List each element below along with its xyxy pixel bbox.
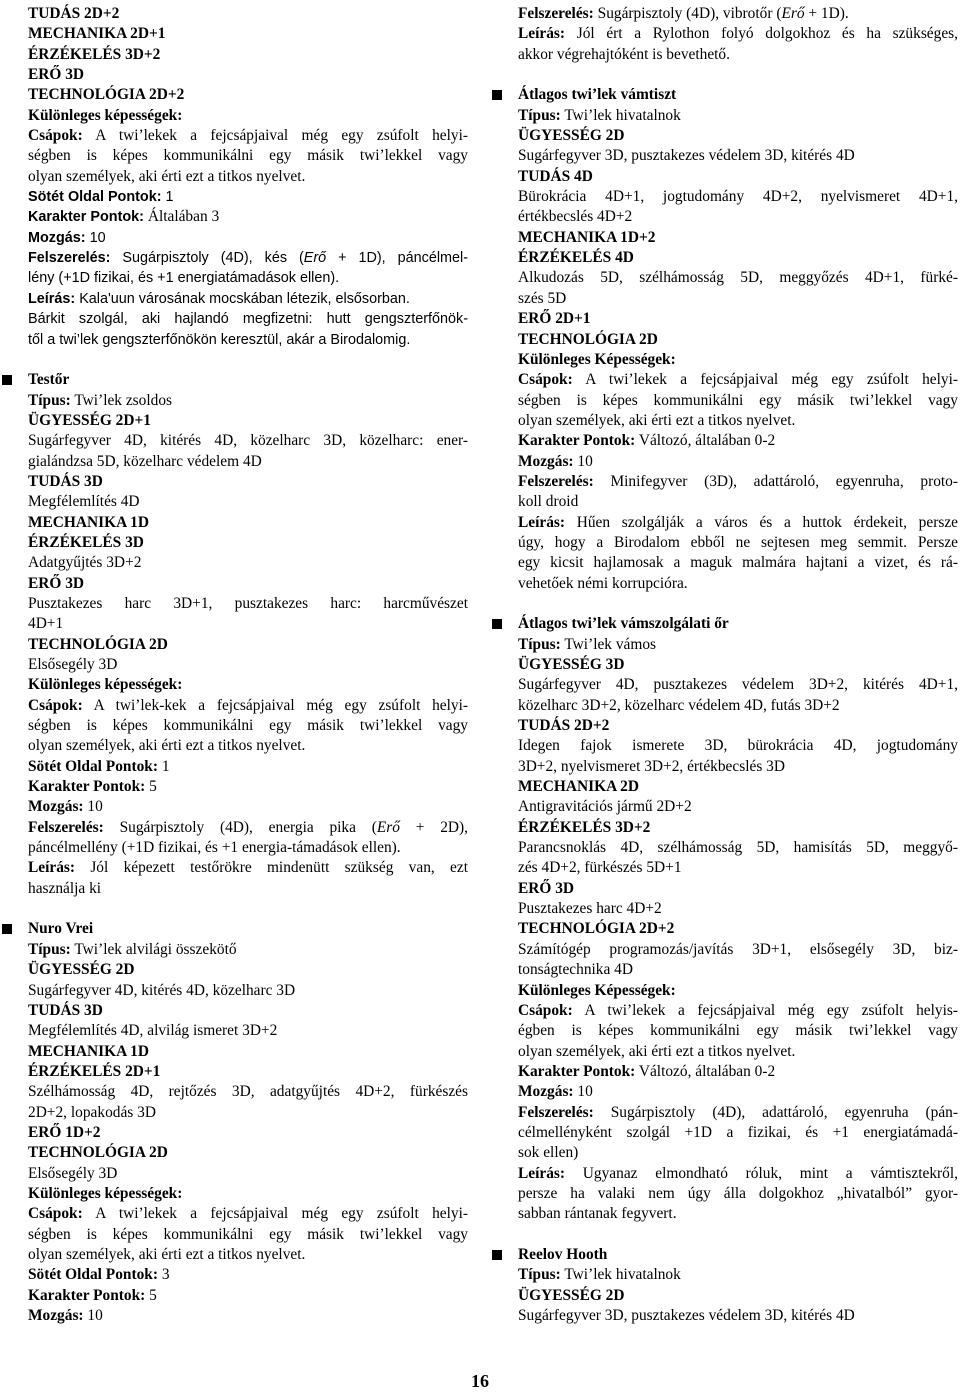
equipment-text-end: + 2D), (399, 818, 468, 836)
character-points-value: 5 (149, 1286, 157, 1304)
equipment-label: Felszerelés: (518, 472, 594, 490)
type-value: Twi’lek zsoldos (74, 391, 173, 409)
csapok-line: A twi’lekek a fejcsápjaival még egy zsúfolt helyi- (95, 1205, 468, 1223)
attribute-tudas: TUDÁS 3D (28, 1001, 103, 1019)
equipment-line-1 (518, 472, 958, 492)
equipment-line-2: koll droid (518, 493, 579, 511)
description-line-2: használja ki (28, 879, 102, 897)
equipment-line-3: sok ellen) (518, 1144, 579, 1162)
description-line-3: sabban rántanak fegyvert. (518, 1205, 677, 1223)
skills-line: Megfélemlítés 4D (28, 493, 140, 511)
entry-vamszolgalati-or (518, 614, 958, 1224)
description-line-2: persze ha valaki nem úgy álla dolgokhoz „hivatalból” gyor- (518, 1184, 958, 1202)
csapok-line-2: ségben is képes kommunikálni egy másik twi’lekkel vagy (28, 717, 468, 735)
skills-line: Elsősegély 3D (28, 656, 118, 673)
skills-line: Számítógép programozás/javítás 3D+1, elsősegély 3D, biz- (518, 940, 958, 958)
equipment-label: Felszerelés: (518, 1103, 594, 1121)
type-line (28, 391, 468, 411)
description-text: Ugyanaz elmondható róluk, mint a vámtisztekről, (582, 1164, 958, 1182)
special-abilities-heading: Különleges Képességek: (518, 350, 676, 368)
equipment-text: Sugárpisztoly (4D), energia pika ( (119, 818, 377, 836)
skills-line: gialándzsa 5D, közelharc védelem 4D (28, 452, 262, 470)
page-number: 16 (471, 1371, 489, 1391)
bullet-square-icon (492, 90, 502, 100)
type-label: Típus: (518, 106, 561, 124)
skills-line: zés 4D+2, fürkészés 5D+1 (518, 859, 682, 877)
type-line (518, 1265, 958, 1285)
description-line-3: egy kicsit hajlamosak a maguk malmára hajtani a vizet, és rá- (518, 554, 958, 572)
character-points (28, 777, 468, 797)
csapok-label: Csápok: (28, 696, 83, 714)
equipment-text: Sugárpisztoly (4D), adattároló, egyenruha (pán- (610, 1103, 958, 1121)
type-label: Típus: (518, 635, 561, 653)
attribute-technologia: TECHNOLÓGIA 2D (28, 1144, 168, 1162)
skills-line: 4D+1 (28, 615, 64, 633)
description-label: Leírás: (518, 25, 566, 43)
attribute-erzekeles: ÉRZÉKELÉS 2D+1 (28, 1062, 161, 1080)
skills-line: értékbecslés 4D+2 (518, 208, 633, 226)
description-line-1 (518, 1164, 958, 1184)
attribute-ugyesseg: ÜGYESSÉG 2D+1 (28, 411, 151, 429)
special-abilities-heading: Különleges képességek: (28, 676, 183, 694)
special-abilities-heading: Különleges képességek: (28, 106, 183, 124)
dark-side-label: Sötét Oldal Pontok: (28, 757, 158, 775)
skills-line: Elsősegély 3D (28, 1164, 118, 1182)
entry-title: Átlagos twi’lek vámtiszt (518, 86, 677, 104)
type-line (518, 106, 958, 126)
skills-line: Sugárfegyver 3D, pusztakezes védelem 3D, kitérés 4D (518, 147, 855, 165)
skills-line: Sugárfegyver 4D, kitérés 4D, közelharc 3D, közelharc: ener- (28, 432, 468, 450)
csapok-text (28, 126, 468, 146)
move (28, 797, 468, 817)
equipment-line-2: lény (+1D fizikai, és +1 energiatámadások ellen). (28, 270, 340, 287)
csapok-line-3: olyan személyek, aki érti ezt a titkos nyelvet. (518, 411, 796, 429)
skills-line: Sugárfegyver 4D, kitérés 4D, közelharc 3D (28, 981, 296, 999)
csapok-line-3: olyan személyek, aki érti ezt a titkos nyelvet. (28, 1245, 306, 1263)
move (518, 1082, 958, 1102)
equipment-line-2: páncélmellény (+1D fizikai, és +1 energia-támadások ellen). (28, 839, 401, 857)
description-line-2: úgy, hogy a Birodalom ebből ne sejtesen meg semmit. Persze (518, 533, 958, 551)
entry-nuro-vrei (28, 919, 468, 1326)
description-line-2: Bárkit szolgál, aki hajlandó megfizetni: hutt gengszterfőnök- (28, 311, 468, 328)
bullet-square-icon (2, 924, 12, 934)
attribute-ugyesseg: ÜGYESSÉG 3D (518, 656, 625, 673)
type-label: Típus: (28, 940, 71, 958)
entry-reelov-hooth (518, 1245, 958, 1326)
attribute-ugyesseg: ÜGYESSÉG 2D (518, 127, 625, 145)
move-label: Mozgás: (28, 798, 84, 816)
csapok-line-3: olyan személyek, aki érti ezt a titkos nyelvet. (28, 737, 306, 755)
move-value: 10 (87, 798, 103, 816)
description-label: Leírás: (518, 1164, 566, 1182)
skills-line: Bürokrácia 4D+1, jogtudomány 4D+2, nyelvismeret 4D+1, (518, 188, 958, 206)
entry-title: Testőr (28, 371, 70, 389)
character-points-value: Általában 3 (147, 208, 220, 226)
move (28, 228, 468, 248)
attribute-mechanika: MECHANIKA 1D (28, 1042, 149, 1060)
csapok-line: A twi’lekek a fejcsápjaival még egy zsúfolt helyis- (584, 1001, 958, 1019)
attribute-mechanika: MECHANIKA 1D+2 (518, 228, 656, 246)
equipment-line-1 (518, 4, 958, 24)
skills-line: szés 5D (518, 289, 567, 307)
equipment-text: Sugárpisztoly (4D), vibrotőr ( (597, 5, 782, 22)
bullet-square-icon (492, 1250, 502, 1260)
type-line (28, 940, 468, 960)
attribute-tudas: TUDÁS 3D (28, 472, 103, 490)
right-column (518, 4, 958, 1326)
type-label: Típus: (518, 1266, 561, 1284)
attribute-ero: ERŐ 1D+2 (28, 1123, 101, 1141)
dark-side-points (28, 187, 468, 207)
description-label: Leírás: (28, 859, 76, 877)
description-line-2: akkor végrehajtóként is bevethető. (518, 45, 730, 63)
attribute-ugyesseg: ÜGYESSÉG 2D (28, 961, 135, 979)
left-column (28, 4, 468, 1326)
description-line-3: től a twi’lek gengszterfőnökön keresztül, akár a Birodalomig. (28, 331, 411, 348)
description-line-1 (518, 24, 958, 44)
dark-side-value: 1 (165, 189, 174, 206)
skills-line: Sugárfegyver 3D, pusztakezes védelem 3D, kitérés 4D (518, 1307, 855, 1324)
description-text: Jól képezett testőrökre mindenütt szükség van, ezt (90, 859, 468, 877)
csapok-line-2: égben is képes kommunikálni egy másik twi’lekkel vagy (518, 1022, 958, 1040)
attribute-mechanika: MECHANIKA 1D (28, 513, 149, 531)
attribute-mechanika: MECHANIKA 2D (518, 778, 639, 796)
equipment-text-end: + 1D), páncélmel- (326, 250, 468, 267)
csapok-line: A twi’lekek a fejcsápjaival még egy zsúfolt helyi- (585, 371, 958, 389)
attribute-technologia: TECHNOLÓGIA 2D (518, 330, 658, 348)
equipment-text: Minifegyver (3D), adattároló, egyenruha, proto- (610, 472, 958, 490)
attribute-ero: ERŐ 2D+1 (518, 310, 591, 328)
move-label: Mozgás: (28, 1307, 84, 1324)
description-label: Leírás: (518, 513, 566, 531)
skills-line: Adatgyűjtés 3D+2 (28, 554, 142, 572)
type-label: Típus: (28, 391, 71, 409)
special-abilities-heading: Különleges képességek: (28, 1184, 183, 1202)
description-line-1 (28, 289, 468, 309)
equipment-ero: Erő (376, 818, 400, 836)
character-points (28, 207, 468, 227)
type-value: Twi’lek hivatalnok (564, 1266, 681, 1284)
description-line-4: vehetőek némi korrupcióra. (518, 574, 688, 592)
attribute-technologia: TECHNOLÓGIA 2D+2 (518, 920, 675, 938)
skills-line: 2D+2, lopakodás 3D (28, 1103, 156, 1121)
equipment-text-end: + 1D). (804, 5, 849, 22)
csapok-text (518, 370, 958, 390)
character-points-label: Karakter Pontok: (518, 1062, 636, 1080)
csapok-text (518, 1001, 958, 1021)
bullet-square-icon (492, 619, 502, 629)
character-points (518, 431, 958, 451)
attribute-ero: ERŐ 3D (28, 574, 85, 592)
equipment-label: Felszerelés: (518, 5, 594, 22)
character-points-value: Változó, általában 0-2 (638, 432, 776, 450)
description-label: Leírás: (28, 290, 76, 307)
dark-side-points (28, 1265, 468, 1285)
equipment-label: Felszerelés: (28, 818, 104, 836)
dark-side-value: 3 (161, 1266, 170, 1284)
move-label: Mozgás: (28, 229, 86, 246)
move-value: 10 (577, 1083, 593, 1101)
move-label: Mozgás: (518, 1083, 574, 1101)
csapok-line-3: olyan személyek, aki érti ezt a titkos nyelvet. (518, 1042, 796, 1060)
attribute-ero: ERŐ 3D (518, 879, 575, 897)
type-value: Twi’lek hivatalnok (564, 106, 681, 124)
csapok-label: Csápok: (518, 1001, 573, 1019)
skills-line: Pusztakezes harc 3D+1, pusztakezes harc: harcművészet (28, 594, 468, 612)
skills-line: tonságtechnika 4D (518, 961, 633, 979)
entry-title: Átlagos twi’lek vámszolgálati őr (518, 615, 729, 633)
entry-vamtiszt (518, 85, 958, 594)
move (518, 452, 958, 472)
dark-side-points (28, 757, 468, 777)
csapok-line: A twi’lek-kek a fejcsápjaival még egy zsúfolt helyi- (93, 696, 468, 714)
csapok-label: Csápok: (28, 1205, 83, 1223)
skills-line: Megfélemlítés 4D, alvilág ismeret 3D+2 (28, 1022, 278, 1040)
csapok-text (28, 1204, 468, 1224)
csapok-line-2: ségben is képes kommunikálni egy másik twi’lekkel vagy (518, 391, 958, 409)
skills-line: Idegen fajok ismerete 3D, bürokrácia 4D, jogtudomány (518, 737, 958, 755)
character-points-value: 5 (149, 778, 157, 796)
equipment-ero: Erő (303, 250, 327, 267)
attribute-erzekeles: ÉRZÉKELÉS 4D (518, 249, 634, 267)
attribute-technologia: TECHNOLÓGIA 2D (28, 635, 168, 653)
type-line (518, 635, 958, 655)
attribute-tudas: TUDÁS 2D+2 (28, 5, 120, 22)
character-points-label: Karakter Pontok: (28, 209, 144, 226)
attribute-erzekeles: ÉRZÉKELÉS 3D (28, 533, 144, 551)
description-line-1 (28, 858, 468, 878)
dark-side-value: 1 (161, 757, 170, 775)
attribute-tudas: TUDÁS 2D+2 (518, 717, 610, 735)
move-label: Mozgás: (518, 452, 574, 470)
attribute-mechanika: MECHANIKA 2D+1 (28, 25, 166, 43)
special-abilities-heading: Különleges Képességek: (518, 981, 676, 999)
csapok-line-3: olyan személyek, aki érti ezt a titkos nyelvet. (28, 167, 306, 185)
skills-line: 3D+2, nyelvismeret 3D+2, értékbecslés 3D (518, 757, 785, 775)
dark-side-label: Sötét Oldal Pontok: (28, 189, 162, 206)
move-value: 10 (577, 452, 593, 470)
character-points-label: Karakter Pontok: (28, 778, 146, 796)
skills-line: közelharc 3D+2, közelharc védelem 4D, futás 3D+2 (518, 696, 840, 714)
skills-line: Parancsnoklás 4D, szélhámosság 5D, hamisítás 5D, meggyő- (518, 839, 958, 857)
equipment-line-2: célmellényként szolgál +1D a fizikai, és +1 energiatámadá- (518, 1123, 958, 1141)
equipment-line-1 (28, 818, 468, 838)
skills-line: Pusztakezes harc 4D+2 (518, 900, 662, 918)
entry-testor (28, 370, 468, 899)
csapok-label: Csápok: (28, 127, 83, 145)
attribute-tudas: TUDÁS 4D (518, 167, 593, 185)
type-value: Twi’lek vámos (564, 635, 657, 653)
csapok-text (28, 696, 468, 716)
character-points-label: Karakter Pontok: (28, 1286, 146, 1304)
type-value: Twi’lek alvilági összekötő (74, 940, 237, 958)
skills-line: Szélhámosság 4D, rejtőzés 3D, adatgyűjtés 4D+2, fürkészés (28, 1083, 468, 1101)
move-value: 10 (87, 1307, 103, 1324)
attribute-erzekeles: ÉRZÉKELÉS 3D+2 (28, 45, 161, 63)
csapok-label: Csápok: (518, 371, 573, 389)
csapok-line-2: ségben is képes kommunikálni egy másik twi’lekkel vagy (28, 147, 468, 165)
character-points-label: Karakter Pontok: (518, 432, 636, 450)
entry-title: Reelov Hooth (518, 1245, 608, 1263)
equipment-line-1 (518, 1103, 958, 1123)
equipment-text: Sugárpisztoly (4D), kés ( (122, 250, 304, 267)
skills-line: Sugárfegyver 4D, pusztakezes védelem 3D+2, kitérés 4D+1, (518, 676, 958, 694)
csapok-line: A twi’lekek a fejcsápjaival még egy zsúfolt helyi- (95, 127, 468, 145)
attribute-ugyesseg: ÜGYESSÉG 2D (518, 1286, 625, 1304)
move-value: 10 (89, 229, 106, 246)
attribute-ero: ERŐ 3D (28, 66, 85, 84)
skills-line: Alkudozás 5D, szélhámosság 5D, meggyőzés 4D+1, fürké- (518, 269, 958, 287)
dark-side-label: Sötét Oldal Pontok: (28, 1266, 158, 1284)
character-points (28, 1286, 468, 1306)
equipment-ero: Erő (781, 5, 805, 22)
entry-title: Nuro Vrei (28, 920, 94, 938)
skills-line: Antigravitációs jármű 2D+2 (518, 798, 692, 816)
character-points-value: Változó, általában 0-2 (638, 1062, 776, 1080)
equipment-label: Felszerelés: (28, 250, 111, 267)
attribute-erzekeles: ÉRZÉKELÉS 3D+2 (518, 818, 651, 836)
description-text: Kala'uun városának mocskában létezik, elsősorban. (79, 290, 410, 307)
character-points (518, 1062, 958, 1082)
description-text: Jól ért a Rylothon folyó dolgokhoz és ha szükséges, (576, 25, 959, 43)
description-line-1 (518, 513, 958, 533)
move (28, 1306, 468, 1326)
bullet-square-icon (2, 375, 12, 385)
attribute-technologia: TECHNOLÓGIA 2D+2 (28, 86, 185, 104)
description-text: Hűen szolgálják a város és a huttok érdekeit, persze (576, 513, 958, 531)
equipment-line-1 (28, 248, 468, 268)
csapok-line-2: ségben is képes kommunikálni egy másik twi’lekkel vagy (28, 1225, 468, 1243)
